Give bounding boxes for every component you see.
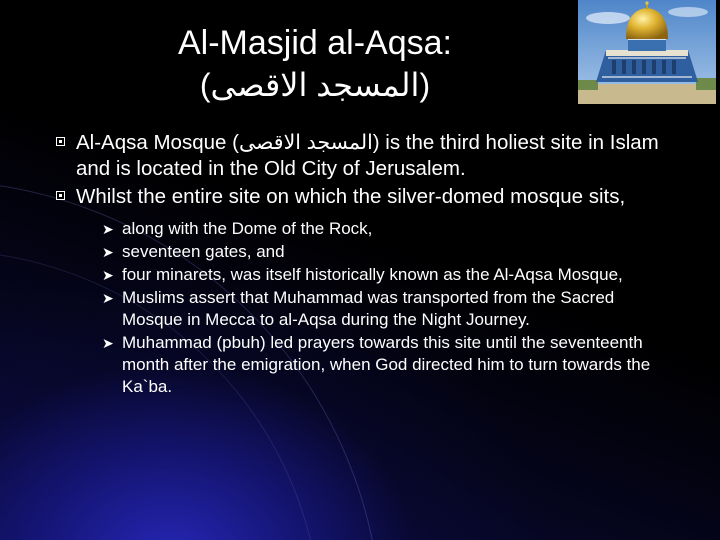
sub-bullet-text: four minarets, was itself historically known as the Al-Aqsa Mosque, [122, 265, 623, 284]
sub-bullet-item [102, 287, 678, 331]
dome-of-the-rock-photo [578, 0, 716, 104]
square-bullet-icon [56, 191, 65, 200]
arrow-bullet-icon: ➤ [102, 290, 114, 306]
arrow-bullet-icon: ➤ [102, 335, 114, 351]
sub-bullet-text: seventeen gates, and [122, 242, 285, 261]
sub-bullet-text: Muslims assert that Muhammad was transported from the Sacred Mosque in Mecca to al-Aqsa during the Night Journey. [122, 288, 615, 329]
arrow-bullet-icon: ➤ [102, 221, 114, 237]
bullet-item [48, 130, 678, 182]
arrow-bullet-icon: ➤ [102, 244, 114, 260]
sub-bullet-text: Muhammad (pbuh) led prayers towards this site until the seventeenth month after the emigration, when God directed him to turn towards the Ka`ba. [122, 333, 651, 396]
sub-bullet-item [102, 332, 678, 398]
bullet-text: Whilst the entire site on which the silver-domed mosque sits, [76, 185, 626, 208]
slide-title [100, 22, 530, 106]
dome-of-the-rock-image [578, 0, 716, 104]
title-line-english: Al-Masjid al-Aqsa: [178, 24, 452, 62]
bullet-arabic-term: المسجد الاقصى [238, 131, 373, 154]
sub-bullet-list [48, 218, 678, 398]
arrow-bullet-icon: ➤ [102, 267, 114, 283]
sub-bullet-text: along with the Dome of the Rock, [122, 219, 373, 238]
slide-body [48, 130, 678, 399]
bullet-text-after: ) is the third holiest site in Islam and is located in the Old City of Jerusalem. [76, 131, 659, 180]
title-line-arabic: (المسجد الاقصى) [199, 67, 431, 103]
bullet-text-before: Al-Aqsa Mosque ( [76, 131, 239, 154]
sub-bullet-item [102, 241, 678, 263]
sub-bullet-item [102, 264, 678, 286]
bullet-item [48, 184, 678, 210]
sub-bullet-item [102, 218, 678, 240]
square-bullet-icon [56, 137, 65, 146]
